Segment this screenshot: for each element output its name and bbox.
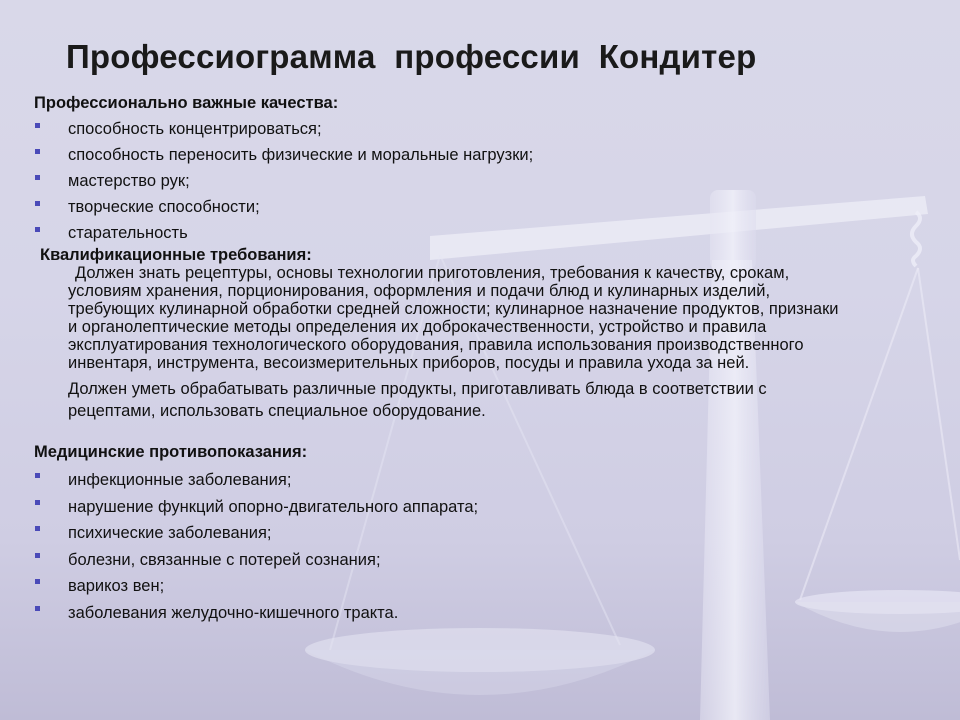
- text-line: рецептами, использовать специальное оборудование.: [68, 402, 486, 420]
- bullet-icon: [35, 579, 40, 584]
- contraindications-heading: Медицинские противопоказания:: [34, 443, 308, 461]
- text-line: Должен знать рецептуры, основы технологии приготовления, требования к качеству, срокам,: [75, 264, 790, 282]
- bullet-icon: [35, 526, 40, 531]
- text-line: требующих кулинарной обработки средней сложности; кулинарное назначение продуктов, признаки: [68, 300, 839, 318]
- qualities-list: [34, 117, 533, 247]
- list-item: способность концентрироваться;: [34, 117, 533, 143]
- list-item: варикоз вен;: [34, 573, 478, 600]
- text-line: Должен уметь обрабатывать различные продукты, приготавливать блюда в соответствии с: [68, 380, 767, 398]
- bullet-icon: [35, 175, 40, 180]
- bullet-icon: [35, 123, 40, 128]
- text-line: условиям хранения, порционирования, оформления и подачи блюд и кулинарных изделий,: [68, 282, 771, 300]
- bullet-icon: [35, 201, 40, 206]
- bullet-icon: [35, 500, 40, 505]
- bullet-icon: [35, 606, 40, 611]
- slide-title: Профессиограмма профессии Кондитер: [66, 38, 757, 75]
- requirements-heading: Квалификационные требования:: [40, 246, 312, 264]
- list-item: творческие способности;: [34, 195, 533, 221]
- list-item: мастерство рук;: [34, 169, 533, 195]
- contraindications-list: [34, 467, 478, 626]
- text-line: и органолептические методы определения их доброкачественности, устройство и правила: [68, 318, 767, 336]
- bullet-icon: [35, 473, 40, 478]
- list-item: нарушение функций опорно-двигательного аппарата;: [34, 494, 478, 521]
- bullet-icon: [35, 553, 40, 558]
- qualities-heading: Профессионально важные качества:: [34, 94, 339, 112]
- text-line: эксплуатирования технологического оборудования, правила использования производственного: [68, 336, 804, 354]
- list-item: способность переносить физические и моральные нагрузки;: [34, 143, 533, 169]
- list-item: болезни, связанные с потерей сознания;: [34, 547, 478, 574]
- text-line: инвентаря, инструмента, весоизмерительных приборов, посуды и правила ухода за ней.: [68, 354, 750, 372]
- list-item: инфекционные заболевания;: [34, 467, 478, 494]
- list-item: старательность: [34, 221, 533, 247]
- bullet-icon: [35, 227, 40, 232]
- list-item: заболевания желудочно-кишечного тракта.: [34, 600, 478, 627]
- list-item: психические заболевания;: [34, 520, 478, 547]
- bullet-icon: [35, 149, 40, 154]
